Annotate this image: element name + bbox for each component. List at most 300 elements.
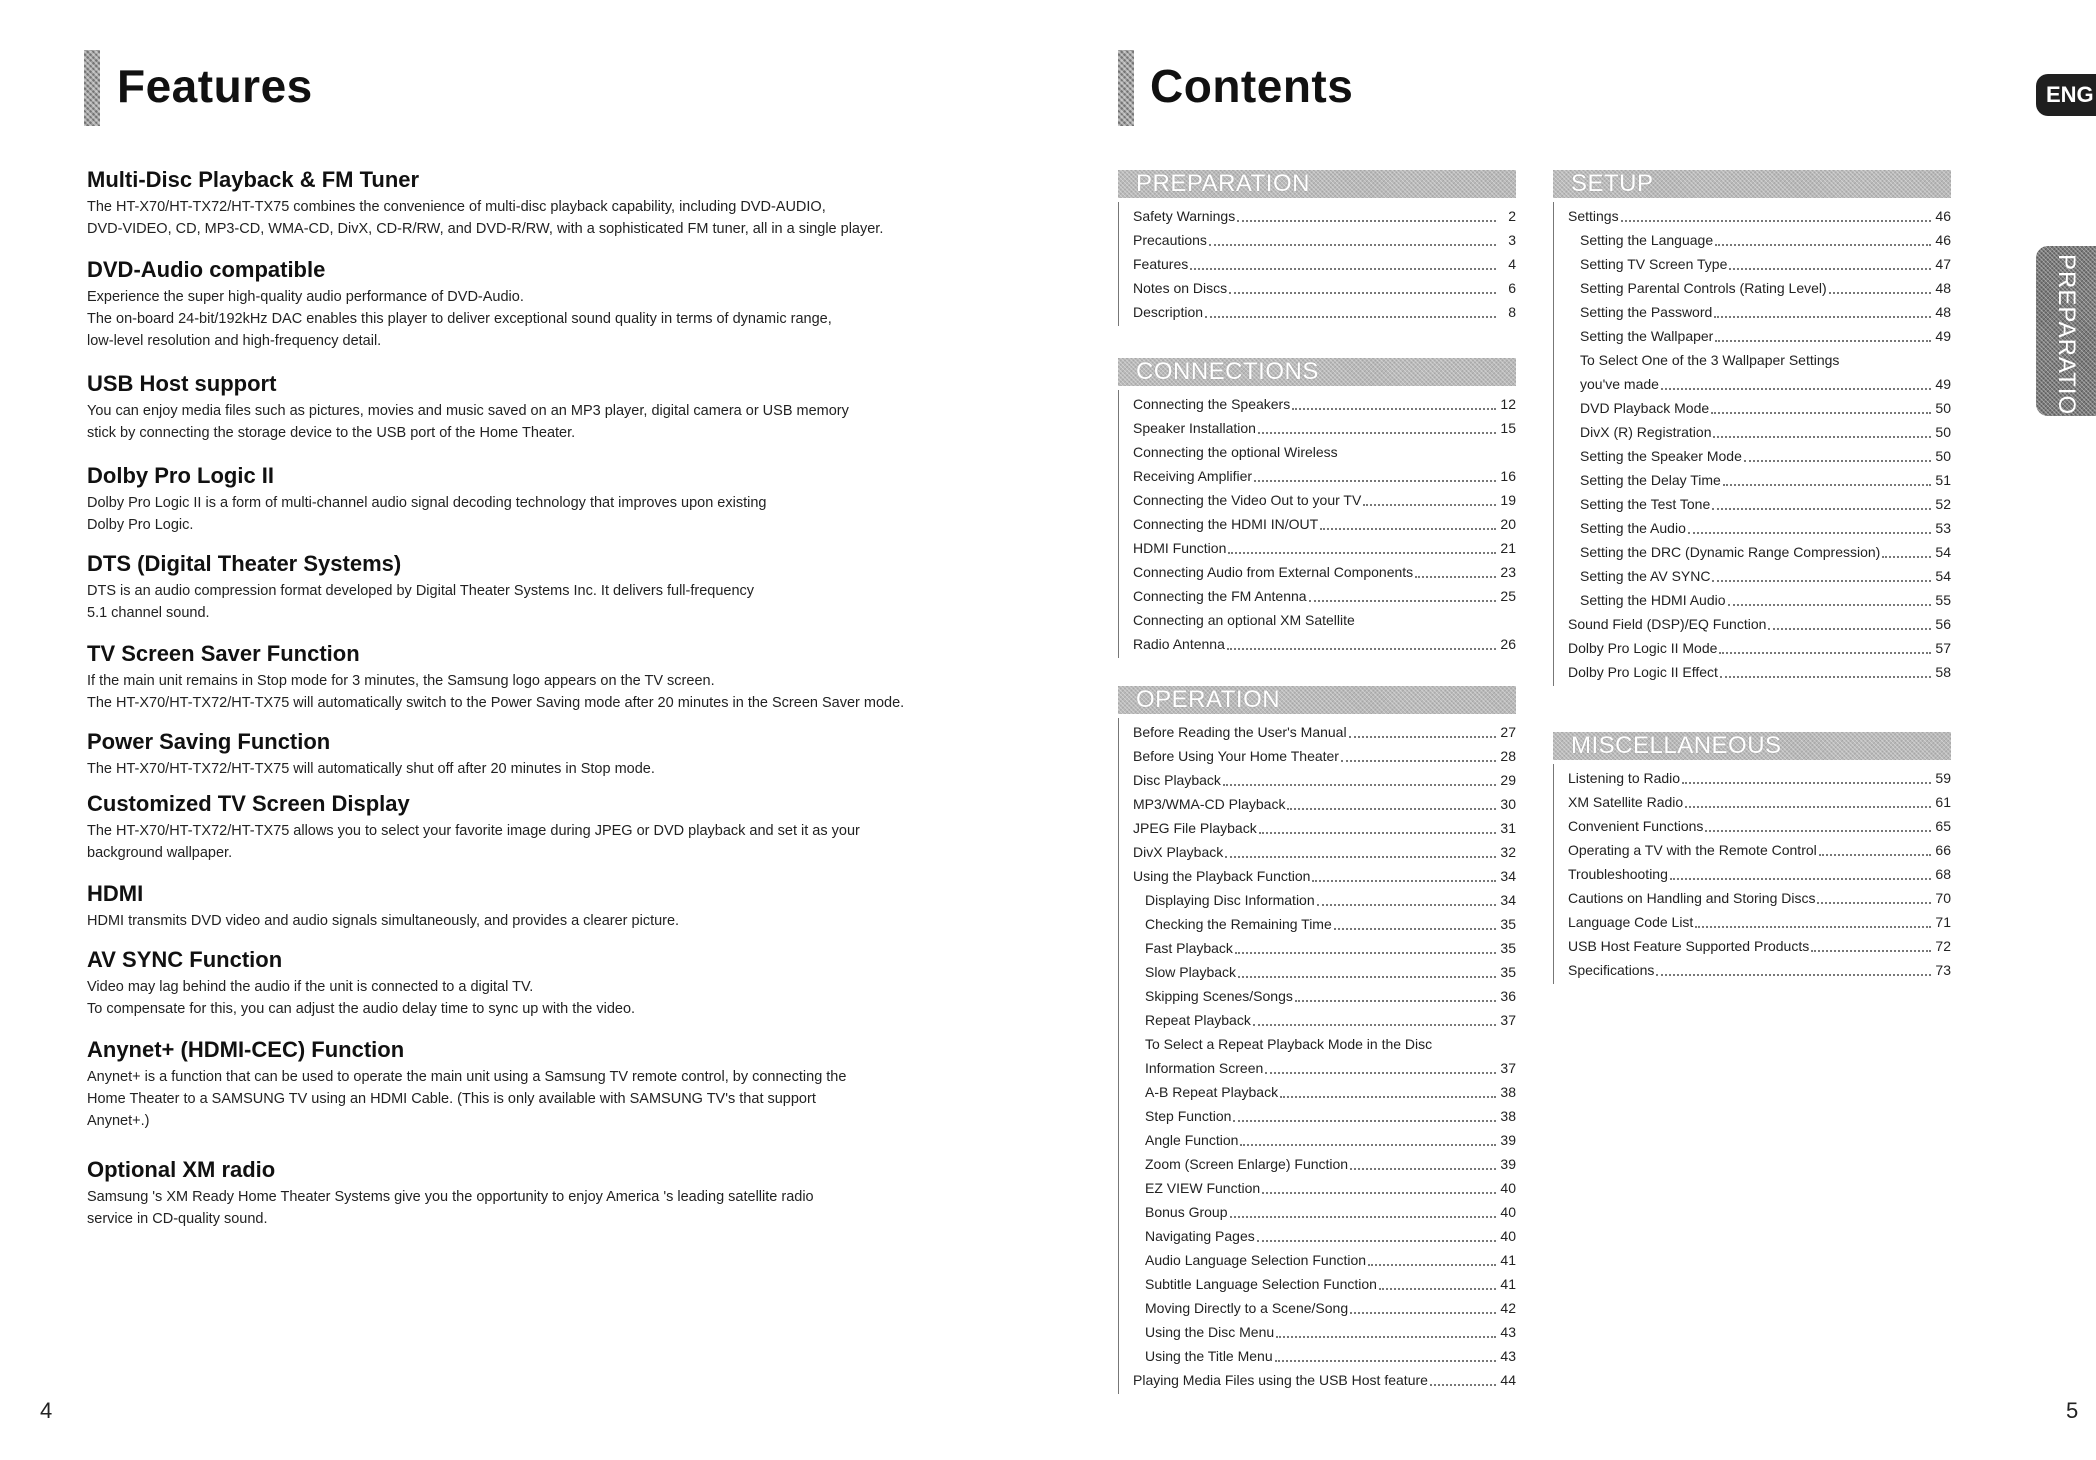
toc-entry-label: Dolby Pro Logic II Effect xyxy=(1568,664,1718,680)
language-tab: ENG xyxy=(2036,74,2096,116)
toc-entry-label: Setting the Test Tone xyxy=(1580,496,1711,512)
toc-entry xyxy=(1133,1296,1516,1320)
toc-entry-label: Before Using Your Home Theater xyxy=(1133,748,1339,764)
toc-entry-label: Convenient Functions xyxy=(1568,818,1704,834)
toc-entry-page: 23 xyxy=(1500,564,1516,580)
toc-section-setup xyxy=(1553,170,1951,686)
feature-heading: Power Saving Function xyxy=(87,729,331,754)
toc-section-header xyxy=(1118,170,1516,198)
toc-entry-label: Setting the Language xyxy=(1580,232,1714,248)
toc-entry-label: Subtitle Language Selection Function xyxy=(1145,1276,1377,1292)
feature-description xyxy=(87,286,1047,352)
toc-entry xyxy=(1133,1176,1516,1200)
toc-entry-page: 40 xyxy=(1500,1204,1516,1220)
toc-entry-label: Setting the Speaker Mode xyxy=(1580,448,1742,464)
toc-entry-page: 35 xyxy=(1500,940,1516,956)
toc-entry xyxy=(1133,1224,1516,1248)
toc-entry-page: 35 xyxy=(1500,916,1516,932)
toc-entry-label: Setting the Wallpaper xyxy=(1580,328,1714,344)
feature-description-line: The on-board 24-bit/192kHz DAC enables this player to deliver exceptional sound quality in terms of dynamic range, xyxy=(87,311,832,327)
toc-section-connections xyxy=(1118,358,1516,658)
toc-entry xyxy=(1568,910,1951,934)
toc-entry-label: Disc Playback xyxy=(1133,772,1221,788)
toc-entry-page: 37 xyxy=(1500,1012,1516,1028)
toc-leader-dots xyxy=(1228,551,1496,554)
toc-entry xyxy=(1568,396,1951,420)
toc-entry-label: Connecting the HDMI IN/OUT xyxy=(1133,516,1319,532)
feature-description-line: 5.1 channel sound. xyxy=(87,605,210,621)
toc-leader-dots xyxy=(1317,903,1496,906)
toc-entry-page: 2 xyxy=(1508,208,1516,224)
toc-entry-page: 53 xyxy=(1935,520,1951,536)
toc-entry-page: 48 xyxy=(1935,280,1951,296)
toc-leader-dots xyxy=(1719,651,1931,654)
toc-entry-label: you've made xyxy=(1580,376,1659,392)
toc-entry xyxy=(1133,720,1516,744)
toc-entry-page: 72 xyxy=(1935,938,1951,954)
feature-item xyxy=(87,462,1047,536)
toc-entry-label: Receiving Amplifier xyxy=(1133,468,1253,484)
toc-entry xyxy=(1568,444,1951,468)
feature-item xyxy=(87,550,1047,624)
toc-leader-dots xyxy=(1379,1287,1496,1290)
toc-entry-label: Connecting the Speakers xyxy=(1133,396,1291,412)
toc-entry-page: 25 xyxy=(1500,588,1516,604)
toc-entry-page: 68 xyxy=(1935,866,1951,882)
toc-section-title: MISCELLANEOUS xyxy=(1571,732,1782,759)
toc-entry-page: 47 xyxy=(1935,256,1951,272)
toc-entry xyxy=(1133,1104,1516,1128)
toc-entry xyxy=(1133,888,1516,912)
toc-entry-page: 43 xyxy=(1500,1348,1516,1364)
features-title: Features xyxy=(117,60,313,112)
feature-description xyxy=(87,670,1047,714)
toc-entry-label: Sound Field (DSP)/EQ Function xyxy=(1568,616,1767,632)
toc-entry-label: Navigating Pages xyxy=(1145,1228,1255,1244)
toc-leader-dots xyxy=(1292,407,1496,410)
toc-section-title: PREPARATION xyxy=(1136,170,1310,197)
toc-leader-dots xyxy=(1334,927,1496,930)
toc-section-preparation xyxy=(1118,170,1516,326)
toc-entry xyxy=(1568,204,1951,228)
toc-entry xyxy=(1133,608,1516,632)
toc-entry-page: 3 xyxy=(1508,232,1516,248)
toc-entry-page: 38 xyxy=(1500,1084,1516,1100)
toc-leader-dots xyxy=(1817,901,1931,904)
toc-entry-label: A-B Repeat Playback xyxy=(1145,1084,1279,1100)
toc-entry-page: 48 xyxy=(1935,304,1951,320)
feature-description-line: Experience the super high-quality audio performance of DVD-Audio. xyxy=(87,289,524,305)
toc-entry-label: To Select a Repeat Playback Mode in the Disc xyxy=(1145,1036,1433,1052)
toc-entry-page: 66 xyxy=(1935,842,1951,858)
toc-leader-dots xyxy=(1257,1239,1496,1242)
toc-section-title: CONNECTIONS xyxy=(1136,358,1319,385)
toc-entry-page: 20 xyxy=(1500,516,1516,532)
feature-description-line: Anynet+.) xyxy=(87,1113,150,1129)
toc-leader-dots xyxy=(1695,925,1931,928)
toc-entry xyxy=(1568,276,1951,300)
toc-leader-dots xyxy=(1720,675,1931,678)
toc-entry xyxy=(1133,584,1516,608)
toc-entry-label: Safety Warnings xyxy=(1133,208,1236,224)
feature-item xyxy=(87,790,1047,864)
toc-entry-label: Connecting an optional XM Satellite xyxy=(1133,612,1355,628)
toc-leader-dots xyxy=(1656,973,1931,976)
toc-entry-label: USB Host Feature Supported Products xyxy=(1568,938,1810,954)
toc-entry-page: 35 xyxy=(1500,964,1516,980)
left-page-number: 4 xyxy=(40,1398,53,1423)
toc-entry xyxy=(1133,1200,1516,1224)
toc-entry xyxy=(1133,536,1516,560)
toc-entry-page: 36 xyxy=(1500,988,1516,1004)
feature-description xyxy=(87,1186,1047,1230)
toc-entry xyxy=(1133,488,1516,512)
toc-entry-page: 8 xyxy=(1508,304,1516,320)
toc-leader-dots xyxy=(1190,267,1496,270)
toc-leader-dots xyxy=(1209,243,1496,246)
toc-entry-label: Connecting the optional Wireless xyxy=(1133,444,1338,460)
toc-leader-dots xyxy=(1238,975,1496,978)
toc-entry-label: Playing Media Files using the USB Host feature xyxy=(1133,1372,1428,1388)
toc-leader-dots xyxy=(1882,555,1931,558)
toc-entry-label: Audio Language Selection Function xyxy=(1145,1252,1367,1268)
toc-entry xyxy=(1133,512,1516,536)
toc-entry xyxy=(1568,372,1951,396)
toc-entry-page: 34 xyxy=(1500,892,1516,908)
toc-entry-label: DVD Playback Mode xyxy=(1580,400,1710,416)
feature-description-line: service in CD-quality sound. xyxy=(87,1211,268,1227)
toc-leader-dots xyxy=(1276,1335,1496,1338)
feature-description-line: To compensate for this, you can adjust the audio delay time to sync up with the video. xyxy=(87,1001,636,1017)
toc-leader-dots xyxy=(1230,1215,1497,1218)
toc-entry xyxy=(1133,1344,1516,1368)
toc-entry-page: 16 xyxy=(1500,468,1516,484)
toc-entry xyxy=(1133,1152,1516,1176)
toc-leader-dots xyxy=(1227,647,1496,650)
toc-section-operation xyxy=(1118,686,1516,1394)
toc-entry-list xyxy=(1118,390,1516,658)
toc-entry xyxy=(1568,516,1951,540)
toc-entry-label: Language Code List xyxy=(1568,914,1694,930)
toc-entry-label: DivX (R) Registration xyxy=(1580,424,1712,440)
toc-leader-dots xyxy=(1320,527,1496,530)
toc-entry xyxy=(1568,468,1951,492)
contents-title: Contents xyxy=(1150,60,1354,112)
toc-entry xyxy=(1568,766,1951,790)
toc-entry xyxy=(1568,588,1951,612)
feature-description-line: The HT-X70/HT-TX72/HT-TX75 combines the convenience of multi-disc playback capability, including DVD-AUDIO, xyxy=(87,199,826,215)
toc-entry xyxy=(1133,816,1516,840)
feature-description-line: Samsung 's XM Ready Home Theater Systems give you the opportunity to enjoy America 's leading satellite radio xyxy=(87,1189,814,1205)
feature-description-line: stick by connecting the storage device to the USB port of the Home Theater. xyxy=(87,425,576,441)
toc-entry-page: 37 xyxy=(1500,1060,1516,1076)
toc-entry-page: 55 xyxy=(1935,592,1951,608)
toc-entry xyxy=(1133,960,1516,984)
toc-entry-label: MP3/WMA-CD Playback xyxy=(1133,796,1286,812)
toc-entry-page: 26 xyxy=(1500,636,1516,652)
toc-entry-label: Setting the HDMI Audio xyxy=(1580,592,1726,608)
toc-entry xyxy=(1133,300,1516,324)
toc-entry xyxy=(1568,814,1951,838)
toc-leader-dots xyxy=(1259,831,1496,834)
toc-entry xyxy=(1568,228,1951,252)
toc-entry xyxy=(1568,790,1951,814)
toc-entry-page: 40 xyxy=(1500,1228,1516,1244)
toc-leader-dots xyxy=(1233,1119,1496,1122)
section-tab-label: PREPARATION xyxy=(2053,254,2080,434)
toc-leader-dots xyxy=(1729,267,1931,270)
toc-entry xyxy=(1568,252,1951,276)
toc-leader-dots xyxy=(1205,315,1496,318)
feature-description-line: background wallpaper. xyxy=(87,845,233,861)
toc-entry-label: Speaker Installation xyxy=(1133,420,1256,436)
toc-entry-label: Fast Playback xyxy=(1145,940,1233,956)
toc-entry xyxy=(1133,204,1516,228)
toc-leader-dots xyxy=(1715,243,1931,246)
toc-leader-dots xyxy=(1341,759,1496,762)
toc-entry-page: 41 xyxy=(1500,1276,1516,1292)
toc-entry-label: HDMI Function xyxy=(1133,540,1227,556)
toc-leader-dots xyxy=(1225,855,1496,858)
toc-leader-dots xyxy=(1235,951,1496,954)
toc-section-title: OPERATION xyxy=(1136,686,1281,713)
toc-entry-label: Slow Playback xyxy=(1145,964,1237,980)
feature-description xyxy=(87,1066,1047,1132)
toc-leader-dots xyxy=(1430,1383,1496,1386)
feature-heading: Anynet+ (HDMI-CEC) Function xyxy=(87,1037,405,1062)
toc-entry xyxy=(1568,324,1951,348)
feature-heading: USB Host support xyxy=(87,371,277,396)
feature-item xyxy=(87,370,1047,444)
toc-leader-dots xyxy=(1240,1143,1496,1146)
toc-entry xyxy=(1568,886,1951,910)
toc-entry-label: Setting the Delay Time xyxy=(1580,472,1721,488)
toc-entry-label: Skipping Scenes/Songs xyxy=(1145,988,1293,1004)
toc-entry xyxy=(1568,862,1951,886)
toc-entry xyxy=(1133,864,1516,888)
toc-entry xyxy=(1568,348,1951,372)
toc-entry-page: 61 xyxy=(1935,794,1951,810)
toc-entry-list xyxy=(1553,764,1951,984)
toc-entry xyxy=(1133,936,1516,960)
toc-entry xyxy=(1133,984,1516,1008)
feature-heading: DTS (Digital Theater Systems) xyxy=(87,551,402,576)
toc-entry-label: Setting the AV SYNC xyxy=(1580,568,1711,584)
toc-entry-page: 50 xyxy=(1935,400,1951,416)
toc-leader-dots xyxy=(1661,387,1931,390)
toc-leader-dots xyxy=(1723,483,1931,486)
toc-entry xyxy=(1133,1032,1516,1056)
toc-entry-page: 34 xyxy=(1500,868,1516,884)
toc-entry-label: Setting TV Screen Type xyxy=(1580,256,1728,272)
toc-entry xyxy=(1568,492,1951,516)
toc-entry-page: 70 xyxy=(1935,890,1951,906)
toc-leader-dots xyxy=(1237,219,1496,222)
toc-entry-page: 38 xyxy=(1500,1108,1516,1124)
toc-entry-page: 50 xyxy=(1935,448,1951,464)
toc-leader-dots xyxy=(1223,783,1496,786)
toc-entry xyxy=(1568,564,1951,588)
toc-entry-label: Step Function xyxy=(1145,1108,1232,1124)
toc-entry-label: XM Satellite Radio xyxy=(1568,794,1684,810)
toc-entry xyxy=(1133,560,1516,584)
toc-entry xyxy=(1568,660,1951,684)
feature-description xyxy=(87,758,1047,780)
toc-entry xyxy=(1568,958,1951,982)
toc-entry-page: 51 xyxy=(1935,472,1951,488)
toc-entry-list xyxy=(1553,202,1951,686)
toc-leader-dots xyxy=(1768,627,1931,630)
toc-entry-page: 42 xyxy=(1500,1300,1516,1316)
toc-leader-dots xyxy=(1705,829,1931,832)
toc-entry-page: 31 xyxy=(1500,820,1516,836)
toc-entry-page: 6 xyxy=(1508,280,1516,296)
toc-entry-label: Description xyxy=(1133,304,1204,320)
toc-entry-label: To Select One of the 3 Wallpaper Settings xyxy=(1580,352,1840,368)
toc-entry-page: 32 xyxy=(1500,844,1516,860)
toc-leader-dots xyxy=(1415,575,1496,578)
feature-description-line: DTS is an audio compression format developed by Digital Theater Systems Inc. It delivers full-frequency xyxy=(87,583,755,599)
toc-entry xyxy=(1133,1008,1516,1032)
feature-heading: Multi-Disc Playback & FM Tuner xyxy=(87,167,420,192)
toc-entry-label: Using the Playback Function xyxy=(1133,868,1311,884)
toc-entry-list xyxy=(1118,202,1516,326)
toc-entry xyxy=(1133,464,1516,488)
toc-entry xyxy=(1568,636,1951,660)
feature-description xyxy=(87,910,1047,932)
toc-entry-label: EZ VIEW Function xyxy=(1145,1180,1261,1196)
toc-leader-dots xyxy=(1309,599,1496,602)
toc-entry xyxy=(1133,1248,1516,1272)
toc-entry xyxy=(1133,792,1516,816)
toc-entry-page: 12 xyxy=(1500,396,1516,412)
toc-entry-page: 30 xyxy=(1500,796,1516,812)
toc-entry-label: JPEG File Playback xyxy=(1133,820,1257,836)
toc-entry-page: 39 xyxy=(1500,1156,1516,1172)
toc-entry-page: 28 xyxy=(1500,748,1516,764)
feature-description xyxy=(87,400,1047,444)
toc-entry-label: Zoom (Screen Enlarge) Function xyxy=(1145,1156,1349,1172)
feature-description-line: The HT-X70/HT-TX72/HT-TX75 will automatically shut off after 20 minutes in Stop mode. xyxy=(87,761,655,777)
toc-entry xyxy=(1133,1056,1516,1080)
feature-description-line: You can enjoy media files such as pictures, movies and music saved on an MP3 player, digital camera or USB memory xyxy=(87,403,849,419)
toc-leader-dots xyxy=(1262,1191,1496,1194)
section-tab-preparation xyxy=(2036,246,2096,434)
feature-item xyxy=(87,728,1047,780)
toc-entry-page: 27 xyxy=(1500,724,1516,740)
toc-entry-label: Connecting the Video Out to your TV xyxy=(1133,492,1362,508)
toc-leader-dots xyxy=(1829,291,1931,294)
toc-leader-dots xyxy=(1714,315,1931,318)
feature-item xyxy=(87,1036,1047,1132)
feature-item xyxy=(87,880,1047,932)
toc-entry-page: 56 xyxy=(1935,616,1951,632)
feature-description-line: Anynet+ is a function that can be used to operate the main unit using a Samsung TV remote control, by connecting the xyxy=(87,1069,847,1085)
toc-leader-dots xyxy=(1295,999,1496,1002)
toc-section-header xyxy=(1553,170,1951,198)
toc-section-header xyxy=(1118,358,1516,386)
feature-description-line: Home Theater to a SAMSUNG TV using an HDMI Cable. (This is only available with SAMSUNG TV's that support xyxy=(87,1091,816,1107)
feature-item xyxy=(87,640,1047,714)
toc-leader-dots xyxy=(1229,291,1496,294)
feature-heading: AV SYNC Function xyxy=(87,947,283,972)
feature-item xyxy=(87,166,1047,240)
feature-description xyxy=(87,196,1047,240)
contents-title-marker xyxy=(1118,50,1134,126)
toc-entry xyxy=(1568,420,1951,444)
toc-entry xyxy=(1133,228,1516,252)
toc-leader-dots xyxy=(1621,219,1931,222)
toc-section-header xyxy=(1553,732,1951,760)
toc-entry-label: Precautions xyxy=(1133,232,1207,248)
feature-item xyxy=(87,256,1047,352)
toc-leader-dots xyxy=(1712,507,1931,510)
toc-leader-dots xyxy=(1685,805,1931,808)
toc-entry-label: Setting the DRC (Dynamic Range Compression) xyxy=(1580,544,1881,560)
toc-leader-dots xyxy=(1254,479,1496,482)
toc-leader-dots xyxy=(1670,877,1931,880)
toc-leader-dots xyxy=(1349,735,1496,738)
feature-heading: DVD-Audio compatible xyxy=(87,257,326,282)
toc-entry-page: 21 xyxy=(1500,540,1516,556)
feature-item xyxy=(87,1156,1047,1230)
feature-description-line: Dolby Pro Logic II is a form of multi-channel audio signal decoding technology that improves upon existing xyxy=(87,495,767,511)
toc-leader-dots xyxy=(1265,1071,1496,1074)
feature-description-line: DVD-VIDEO, CD, MP3-CD, WMA-CD, DivX, CD-R/RW, and DVD-R/RW, with a sophisticated FM tuner, all in a single player. xyxy=(87,221,884,237)
toc-entry-page: 39 xyxy=(1500,1132,1516,1148)
toc-leader-dots xyxy=(1350,1167,1496,1170)
toc-leader-dots xyxy=(1713,435,1931,438)
feature-heading: HDMI xyxy=(87,881,144,906)
toc-entry xyxy=(1133,1272,1516,1296)
toc-entry-label: Dolby Pro Logic II Mode xyxy=(1568,640,1718,656)
toc-entry-page: 49 xyxy=(1935,328,1951,344)
feature-description xyxy=(87,580,1047,624)
toc-leader-dots xyxy=(1312,879,1496,882)
features-title-marker xyxy=(84,50,100,126)
toc-leader-dots xyxy=(1368,1263,1496,1266)
toc-entry-label: Notes on Discs xyxy=(1133,280,1228,296)
toc-entry xyxy=(1133,912,1516,936)
toc-entry xyxy=(1568,540,1951,564)
toc-entry-page: 19 xyxy=(1500,492,1516,508)
toc-entry-page: 29 xyxy=(1500,772,1516,788)
toc-leader-dots xyxy=(1712,579,1931,582)
toc-entry-page: 43 xyxy=(1500,1324,1516,1340)
toc-entry-page: 4 xyxy=(1508,256,1516,272)
toc-entry-label: Using the Disc Menu xyxy=(1145,1324,1275,1340)
toc-leader-dots xyxy=(1258,431,1496,434)
toc-leader-dots xyxy=(1715,339,1931,342)
toc-entry-label: Displaying Disc Information xyxy=(1145,892,1315,908)
toc-entry xyxy=(1133,252,1516,276)
feature-heading: Optional XM radio xyxy=(87,1157,276,1182)
toc-entry-page: 52 xyxy=(1935,496,1951,512)
toc-entry xyxy=(1568,612,1951,636)
toc-entry-label: Setting the Password xyxy=(1580,304,1713,320)
right-page-number: 5 xyxy=(2066,1398,2079,1423)
toc-leader-dots xyxy=(1728,603,1931,606)
toc-entry-page: 57 xyxy=(1935,640,1951,656)
toc-entry-page: 65 xyxy=(1935,818,1951,834)
toc-section-header xyxy=(1118,686,1516,714)
toc-entry-label: Setting the Audio xyxy=(1580,520,1686,536)
toc-entry xyxy=(1133,392,1516,416)
toc-entry-page: 54 xyxy=(1935,544,1951,560)
toc-entry xyxy=(1133,1128,1516,1152)
toc-leader-dots xyxy=(1744,459,1931,462)
toc-entry xyxy=(1133,632,1516,656)
